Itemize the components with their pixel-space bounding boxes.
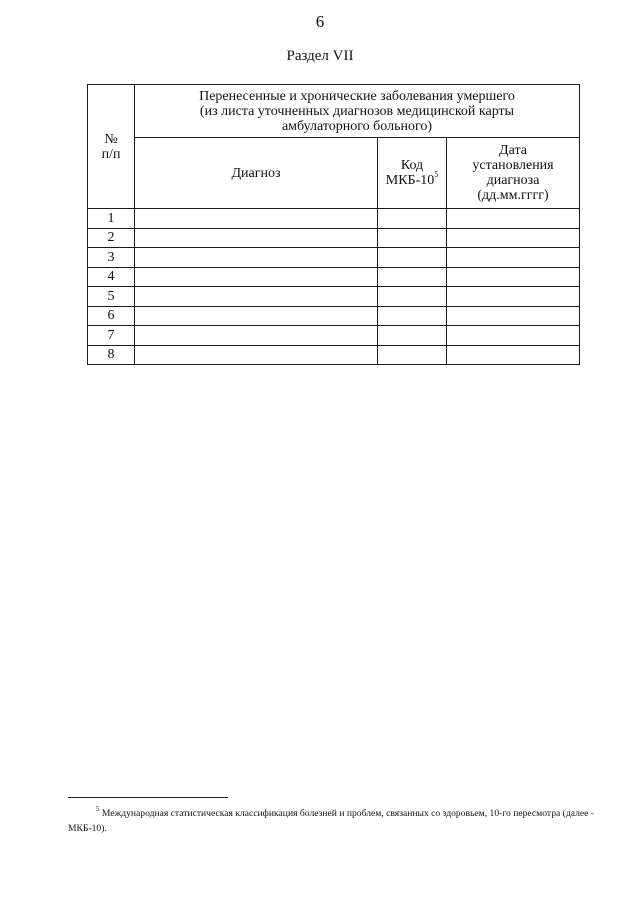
section-title: Раздел VII bbox=[286, 48, 354, 64]
diagnosis-cell[interactable] bbox=[135, 326, 378, 346]
diagnosis-cell[interactable] bbox=[135, 287, 378, 307]
icd-code-cell[interactable] bbox=[378, 326, 447, 346]
diagnosis-cell[interactable] bbox=[135, 248, 378, 268]
footnote bbox=[68, 806, 594, 836]
header-icd-code-line2: МКБ-10 bbox=[385, 173, 435, 188]
table-row bbox=[88, 248, 580, 268]
header-diseases-group bbox=[135, 85, 580, 138]
header-icd-code bbox=[378, 138, 447, 209]
icd-code-cell[interactable] bbox=[378, 228, 447, 248]
diagnosis-date-cell[interactable] bbox=[447, 326, 580, 346]
icd-code-cell[interactable] bbox=[378, 209, 447, 229]
row-number: 1 bbox=[88, 209, 135, 229]
page-number: 6 bbox=[315, 12, 325, 31]
footnote-marker: 5 bbox=[96, 805, 100, 813]
icd-code-cell[interactable] bbox=[378, 345, 447, 365]
diagnosis-cell[interactable] bbox=[135, 345, 378, 365]
diagnosis-date-cell[interactable] bbox=[447, 345, 580, 365]
diagnosis-date-cell[interactable] bbox=[447, 248, 580, 268]
header-diagnosis bbox=[135, 138, 378, 209]
header-row-number bbox=[88, 85, 135, 209]
header-date-line4: (дд.мм.гггг) bbox=[477, 188, 549, 203]
row-number: 8 bbox=[88, 345, 135, 365]
table-row bbox=[88, 267, 580, 287]
diagnosis-date-cell[interactable] bbox=[447, 228, 580, 248]
icd-code-cell[interactable] bbox=[378, 267, 447, 287]
diagnosis-date-cell[interactable] bbox=[447, 306, 580, 326]
table-row bbox=[88, 209, 580, 229]
table-row bbox=[88, 345, 580, 365]
table-row bbox=[88, 306, 580, 326]
header-group-line2: (из листа уточненных диагнозов медицинской карты bbox=[199, 103, 515, 119]
row-number: 5 bbox=[88, 287, 135, 307]
diagnosis-date-cell[interactable] bbox=[447, 267, 580, 287]
diseases-table bbox=[87, 84, 580, 365]
row-number: 2 bbox=[88, 228, 135, 248]
footnote-divider bbox=[68, 797, 228, 798]
header-date-line2: установления bbox=[472, 158, 554, 173]
table-row bbox=[88, 326, 580, 346]
row-number: 7 bbox=[88, 326, 135, 346]
header-group-line3: амбулаторного больного) bbox=[281, 118, 433, 134]
footnote-text: Международная статистическая классификация болезней и проблем, связанных со здоровьем, 10-го пересмотра (далее - МКБ-10). bbox=[68, 808, 594, 834]
table-row bbox=[88, 287, 580, 307]
header-row-number-line1: № bbox=[104, 131, 118, 147]
diagnosis-date-cell[interactable] bbox=[447, 209, 580, 229]
diagnosis-cell[interactable] bbox=[135, 267, 378, 287]
header-diagnosis-label: Диагноз bbox=[231, 165, 281, 181]
footnote-ref-marker: 5 bbox=[434, 170, 439, 179]
row-number: 3 bbox=[88, 248, 135, 268]
icd-code-cell[interactable] bbox=[378, 306, 447, 326]
table-row bbox=[88, 228, 580, 248]
row-number: 6 bbox=[88, 306, 135, 326]
header-group-line1: Перенесенные и хронические заболевания умершего bbox=[199, 88, 515, 104]
header-row-number-line2: п/п bbox=[101, 146, 121, 162]
diagnosis-cell[interactable] bbox=[135, 209, 378, 229]
diagnosis-date-cell[interactable] bbox=[447, 287, 580, 307]
header-date-line1: Дата bbox=[499, 143, 527, 158]
icd-code-cell[interactable] bbox=[378, 287, 447, 307]
row-number: 4 bbox=[88, 267, 135, 287]
header-date-line3: диагноза bbox=[486, 173, 540, 188]
icd-code-cell[interactable] bbox=[378, 248, 447, 268]
diagnosis-cell[interactable] bbox=[135, 306, 378, 326]
header-diagnosis-date bbox=[447, 138, 580, 209]
header-icd-code-line1: Код bbox=[400, 158, 424, 173]
diagnosis-cell[interactable] bbox=[135, 228, 378, 248]
